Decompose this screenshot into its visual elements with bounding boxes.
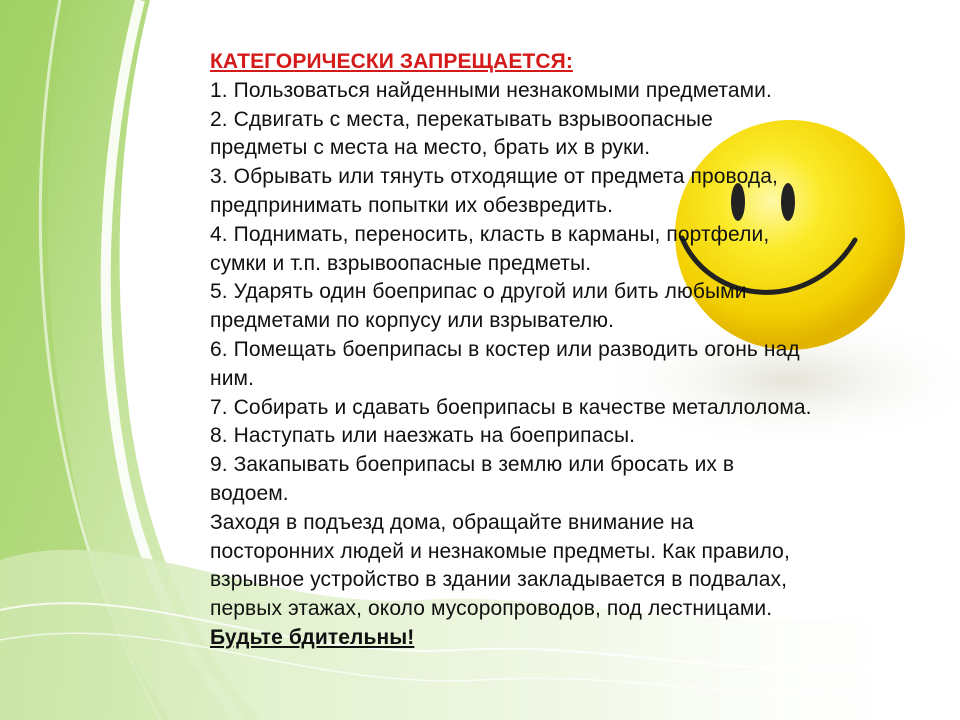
text-line: 9. Закапывать боеприпасы в землю или бросать их в: [210, 453, 735, 477]
text-line: предметы с места на место, брать их в руки.: [210, 136, 651, 160]
text-line: Заходя в подъезд дома, обращайте внимание на: [210, 510, 694, 534]
warning-text-block: [210, 48, 910, 653]
slide-heading: КАТЕГОРИЧЕСКИ ЗАПРЕЩАЕТСЯ:: [210, 50, 573, 73]
text-line: посторонних людей и незнакомые предметы. Как правило,: [210, 539, 790, 563]
text-line: сумки и т.п. взрывоопасные предметы.: [210, 251, 592, 275]
text-line: ним.: [210, 366, 254, 390]
text-line: первых этажах, около мусоропроводов, под лестницами.: [210, 597, 773, 621]
text-line: 7. Собирать и сдавать боеприпасы в качестве металлолома.: [210, 395, 812, 419]
text-line: 4. Поднимать, переносить, класть в карманы, портфели,: [210, 222, 770, 246]
text-line: 6. Помещать боеприпасы в костер или разводить огонь над: [210, 337, 800, 361]
text-line: 2. Сдвигать с места, перекатывать взрывоопасные: [210, 107, 713, 131]
closing-slogan: Будьте бдительны!: [210, 625, 415, 649]
text-line: 8. Наступать или наезжать на боеприпасы.: [210, 424, 636, 448]
text-line: предпринимать попытки их обезвредить.: [210, 193, 614, 217]
text-line: взрывное устройство в здании закладывается в подвалах,: [210, 568, 788, 592]
text-line: водоем.: [210, 481, 289, 505]
text-line: 5. Ударять один боеприпас о другой или бить любыми: [210, 280, 747, 304]
text-line: 3. Обрывать или тянуть отходящие от предмета провода,: [210, 165, 778, 189]
text-line: предметами по корпусу или взрывателю.: [210, 309, 615, 333]
text-line: 1. Пользоваться найденными незнакомыми предметами.: [210, 78, 772, 102]
